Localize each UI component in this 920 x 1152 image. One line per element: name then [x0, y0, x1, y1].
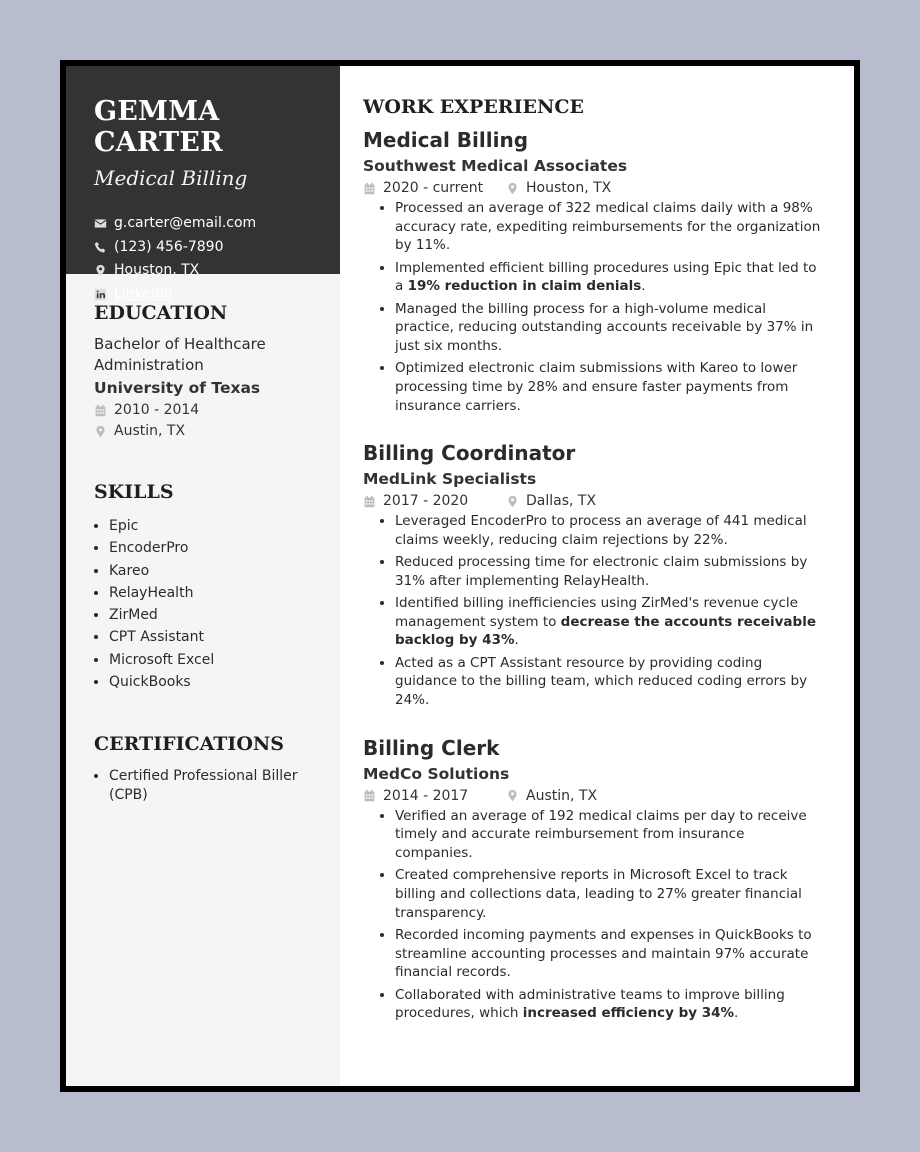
list-item — [395, 512, 824, 549]
skills-heading: SKILLS — [94, 481, 174, 503]
list-item — [395, 259, 824, 296]
certifications-heading: CERTIFICATIONS — [94, 733, 284, 756]
resume-sidebar — [66, 66, 340, 1086]
bullet-text: Acted as a CPT Assistant resource by providing coding guidance to the billing team, which reduced coding errors by 24%. — [395, 654, 808, 709]
job-location: Dallas, TX — [526, 493, 597, 510]
work-experience-column — [340, 66, 854, 1086]
bullet-text: Managed the billing process for a high-volume medical practice, reducing outstanding accounts receivable by 37% in just six months. — [395, 300, 814, 354]
bullet-text: Identified billing inefficiencies using ZirMed's revenue cycle management system to — [395, 595, 798, 630]
job-role: Billing Coordinator — [363, 441, 576, 466]
certifications-section — [66, 733, 340, 805]
list-item: • QuickBooks — [109, 671, 340, 693]
contact-list — [94, 212, 340, 306]
location-text: Houston, TX — [114, 262, 200, 278]
list-item — [395, 300, 824, 356]
job-bullets — [363, 199, 824, 415]
list-item — [395, 199, 824, 255]
map-pin-icon — [506, 182, 519, 195]
job-location-row — [506, 180, 611, 196]
map-pin-icon — [94, 425, 107, 438]
job-bullets — [363, 807, 824, 1023]
jobs-container — [363, 128, 824, 1023]
job-dates: 2014 - 2017 — [383, 787, 469, 804]
list-item — [395, 866, 824, 922]
education-section — [66, 302, 340, 439]
certifications-list — [94, 767, 314, 805]
linkedin-link[interactable]: LinkedIn — [114, 285, 173, 302]
education-location-row — [94, 423, 340, 439]
calendar-icon — [363, 495, 376, 508]
resume-page — [60, 60, 860, 1092]
job-bullets — [363, 512, 824, 710]
list-item — [395, 594, 824, 650]
map-pin-icon — [94, 264, 107, 277]
list-item — [395, 926, 824, 982]
education-school: University of Texas — [94, 379, 261, 397]
bullet-text: Reduced processing time for electronic claim submissions by 31% after implementing RelayHealth. — [395, 554, 808, 589]
bullet-text: Processed an average of 322 medical claims daily with a 98% accuracy rate, expediting reimbursements for the organization by 11%. — [395, 200, 821, 254]
job-dates: 2020 - current — [383, 180, 484, 196]
map-pin-icon — [506, 495, 519, 508]
bullet-highlight: increased efficiency by 34% — [522, 1005, 735, 1022]
candidate-name: GEMMA CARTER — [94, 96, 223, 158]
calendar-icon — [94, 404, 107, 417]
job-dates-row — [363, 788, 506, 804]
candidate-title: Medical Billing — [94, 166, 248, 190]
bullet-text: Implemented efficient billing procedures using Epic that led to a — [395, 259, 817, 295]
work-experience-heading: WORK EXPERIENCE — [363, 96, 584, 118]
list-item: • Certified Professional Biller (CPB) — [109, 767, 314, 805]
job-role: Medical Billing — [363, 128, 529, 152]
bullet-highlight: 19% reduction in claim denials — [407, 278, 642, 295]
education-degree: Bachelor of Healthcare Administration — [94, 335, 266, 374]
job-entry — [363, 736, 824, 1023]
bullet-text: Optimized electronic claim submissions with Kareo to lower processing time by 28% and ensure faster payments from insurance carriers. — [395, 360, 798, 414]
education-dates-row — [94, 402, 340, 418]
bullet-text-end: . — [514, 632, 519, 649]
bullet-text-end: . — [734, 1005, 739, 1022]
list-item — [395, 553, 824, 590]
job-dates-row — [363, 493, 506, 509]
education-heading: EDUCATION — [94, 302, 228, 324]
job-location-row — [506, 493, 596, 509]
bullet-text: Recorded incoming payments and expenses in QuickBooks to streamline accounting processes and maintain 97% accurate financial records. — [395, 926, 812, 981]
job-company: MedLink Specialists — [363, 470, 537, 489]
job-dates: 2017 - 2020 — [383, 493, 469, 510]
list-item: • CPT Assistant — [109, 626, 340, 648]
phone-text: (123) 456-7890 — [114, 238, 224, 255]
job-role: Billing Clerk — [363, 735, 500, 760]
map-pin-icon — [506, 789, 519, 802]
job-location: Houston, TX — [526, 180, 612, 196]
job-location-row — [506, 788, 597, 804]
list-item: • Microsoft Excel — [109, 649, 340, 671]
skills-section — [66, 481, 340, 693]
bullet-text-end: . — [641, 278, 646, 295]
envelope-icon — [94, 217, 107, 230]
list-item: • Kareo — [109, 560, 340, 582]
contact-phone — [94, 236, 340, 260]
job-company: MedCo Solutions — [363, 764, 510, 783]
job-location: Austin, TX — [526, 787, 598, 804]
list-item: • RelayHealth — [109, 582, 340, 604]
list-item — [395, 359, 824, 415]
education-dates: 2010 - 2014 — [114, 402, 200, 418]
linkedin-icon — [94, 288, 107, 301]
calendar-icon — [363, 182, 376, 195]
job-meta — [363, 788, 824, 804]
job-entry — [363, 441, 824, 710]
phone-icon — [94, 241, 107, 254]
bullet-text: Verified an average of 192 medical claims per day to receive timely and accurate reimbursement from insurance companies. — [395, 807, 807, 862]
job-meta — [363, 180, 824, 196]
bullet-text: Created comprehensive reports in Microsoft Excel to track billing and collections data, leading to 27% greater financial transparency. — [395, 867, 802, 921]
sidebar-header — [66, 66, 340, 302]
list-item — [395, 654, 824, 710]
email-text: g.carter@email.com — [114, 215, 257, 231]
list-item: • EncoderPro — [109, 537, 340, 559]
education-location: Austin, TX — [114, 423, 186, 439]
list-item: • Epic — [109, 515, 340, 537]
job-company: Southwest Medical Associates — [363, 157, 628, 175]
contact-email — [94, 212, 340, 236]
bullet-highlight: decrease the accounts receivable backlog by 43% — [395, 613, 816, 649]
job-meta — [363, 493, 824, 509]
job-entry — [363, 128, 824, 415]
list-item — [395, 986, 824, 1023]
bullet-text: Collaborated with administrative teams to improve billing procedures, which — [395, 986, 785, 1022]
job-dates-row — [363, 180, 506, 196]
skills-list — [94, 515, 340, 693]
list-item: • ZirMed — [109, 604, 340, 626]
calendar-icon — [363, 789, 376, 802]
contact-location — [94, 259, 340, 283]
bullet-text: Leveraged EncoderPro to process an average of 441 medical claims weekly, reducing claim rejections by 22%. — [395, 513, 807, 548]
list-item — [395, 807, 824, 863]
